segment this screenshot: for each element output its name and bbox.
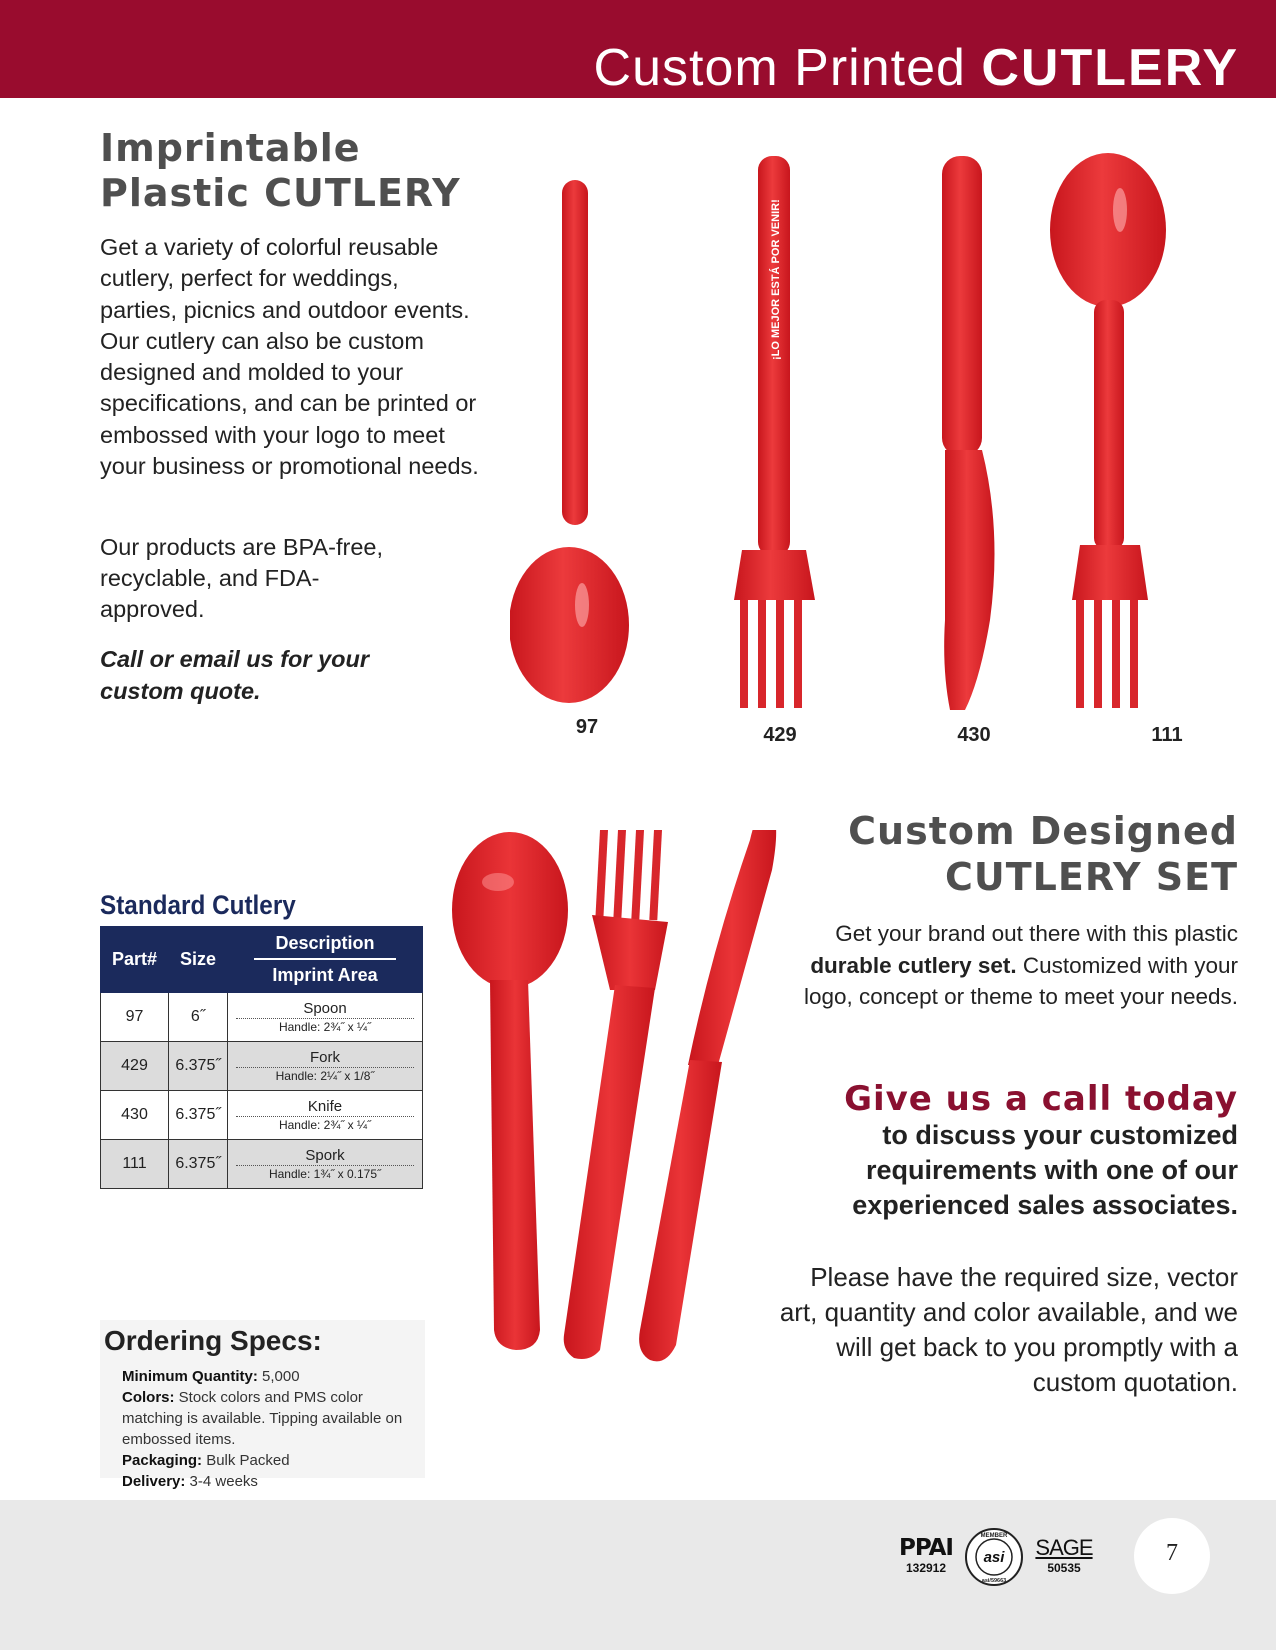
spoon-97-image	[510, 180, 629, 703]
imprint-area: Handle: 2¾˝ x ¼˝	[278, 1020, 372, 1034]
requirements-note: Please have the required size, vector art, quantity and color available, and we will get back to you promptly with a custom quotation.	[779, 1262, 1238, 1397]
product-number-430: 430	[957, 724, 991, 746]
discuss-requirements-text: to discuss your customized requirements with one of our experienced sales associates.	[852, 1120, 1238, 1220]
item-name: Fork	[236, 1049, 414, 1068]
set-knife-image	[639, 830, 776, 1361]
colors-value: Stock colors and PMS color matching is available. Tipping available on embossed items.	[122, 1389, 403, 1448]
cell-description	[228, 1042, 423, 1091]
ppai-logo-text: PPAI	[899, 1535, 953, 1561]
product-number-97: 97	[575, 716, 599, 738]
table-row	[101, 1091, 423, 1140]
svg-text:asi/59663: asi/59663	[981, 1578, 1007, 1584]
imprintable-heading-line1: Imprintable	[100, 126, 361, 170]
imprint-area: Handle: 2¼˝ x 1/8˝	[275, 1069, 375, 1083]
title-bold: CUTLERY	[981, 39, 1239, 97]
sage-number: 50535	[1047, 1561, 1081, 1575]
cell-size: 6.375˝	[169, 1140, 228, 1189]
cell-description	[228, 993, 423, 1042]
brand-text-pre: Get your brand out there with this plastic	[835, 921, 1238, 946]
packaging-label: Packaging:	[122, 1452, 203, 1469]
custom-set-heading-line2: CUTLERY SET	[944, 855, 1238, 899]
cell-description	[228, 1091, 423, 1140]
custom-set-heading	[848, 808, 1238, 900]
page-title	[594, 38, 1239, 98]
table-row	[101, 1140, 423, 1189]
cell-part: 430	[101, 1091, 169, 1140]
item-name: Spork	[236, 1147, 414, 1166]
header-description-label: Description	[254, 927, 396, 960]
imprintable-heading-line2: Plastic CUTLERY	[100, 171, 461, 215]
item-name: Spoon	[236, 1000, 414, 1019]
sage-logo	[1032, 1535, 1096, 1575]
cell-size: 6.375˝	[169, 1042, 228, 1091]
ordering-specs-title: Ordering Specs:	[104, 1325, 322, 1356]
imprintable-description: Get a variety of colorful reusable cutlery, perfect for weddings, parties, picnics and outdoor events. Our cutlery can also be custom designed and molded to your specifications, and can be printed or embossed with your logo to meet your business or promotional needs.	[100, 234, 479, 480]
table-row	[101, 1042, 423, 1091]
imprintable-heading	[100, 126, 461, 216]
product-number-429: 429	[763, 724, 797, 746]
item-name: Knife	[236, 1098, 414, 1117]
fork-imprint-text: ¡LO MEJOR ESTÁ POR VENIR!	[770, 199, 782, 360]
cell-part: 111	[101, 1140, 169, 1189]
svg-text:MEMBER: MEMBER	[980, 1533, 1008, 1539]
ppai-logo	[898, 1535, 954, 1575]
header-bar	[0, 0, 1276, 98]
min-qty-label: Minimum Quantity:	[122, 1368, 258, 1385]
cell-size: 6.375˝	[169, 1091, 228, 1140]
header-part: Part#	[101, 927, 169, 993]
quote-cta: Call or email us for your custom quote.	[100, 646, 370, 704]
bpa-free-text: Our products are BPA-free, recyclable, and FDA-approved.	[100, 534, 383, 622]
standard-cutlery-title: Standard Cutlery	[100, 890, 296, 920]
header-imprint-area-label: Imprint Area	[272, 965, 378, 985]
packaging-value: Bulk Packed	[206, 1452, 290, 1469]
cell-description	[228, 1140, 423, 1189]
set-spoon-image	[452, 832, 568, 1350]
colors-label: Colors:	[122, 1389, 175, 1406]
page-number: 7	[1166, 1540, 1178, 1566]
ordering-specs-body	[122, 1366, 417, 1492]
sage-logo-text: SAGE	[1035, 1535, 1093, 1560]
asi-member-logo	[964, 1527, 1024, 1587]
custom-set-heading-line1: Custom Designed	[848, 809, 1238, 853]
footer	[0, 1500, 1276, 1650]
cell-part: 97	[101, 993, 169, 1042]
knife-430-image	[942, 156, 995, 710]
fork-429-image	[734, 156, 815, 708]
header-size: Size	[169, 927, 228, 993]
min-qty-value: 5,000	[262, 1368, 300, 1385]
table-header-row	[101, 927, 423, 993]
call-today-heading: Give us a call today	[844, 1079, 1238, 1119]
delivery-label: Delivery:	[122, 1473, 186, 1490]
cell-part: 429	[101, 1042, 169, 1091]
spork-111-image	[1050, 153, 1166, 708]
cell-size: 6˝	[169, 993, 228, 1042]
header-description	[228, 927, 423, 993]
brand-text-bold: durable cutlery set.	[810, 952, 1017, 978]
product-number-111: 111	[1151, 724, 1183, 746]
cutlery-product-photo	[510, 150, 1240, 730]
brand-text-post: Customized with your logo, concept or theme to meet your needs.	[803, 952, 1238, 1009]
custom-set-description	[778, 918, 1238, 1013]
standard-cutlery-table	[100, 926, 423, 1189]
imprint-area: Handle: 2¾˝ x ¼˝	[278, 1118, 372, 1132]
delivery-value: 3-4 weeks	[189, 1473, 258, 1490]
page-number-badge	[1134, 1518, 1210, 1594]
svg-text:asi: asi	[983, 1549, 1005, 1566]
imprint-area: Handle: 1¾˝ x 0.175˝	[268, 1167, 382, 1181]
title-light: Custom Printed	[593, 39, 966, 97]
ppai-number: 132912	[905, 1561, 947, 1575]
table-row	[101, 993, 423, 1042]
